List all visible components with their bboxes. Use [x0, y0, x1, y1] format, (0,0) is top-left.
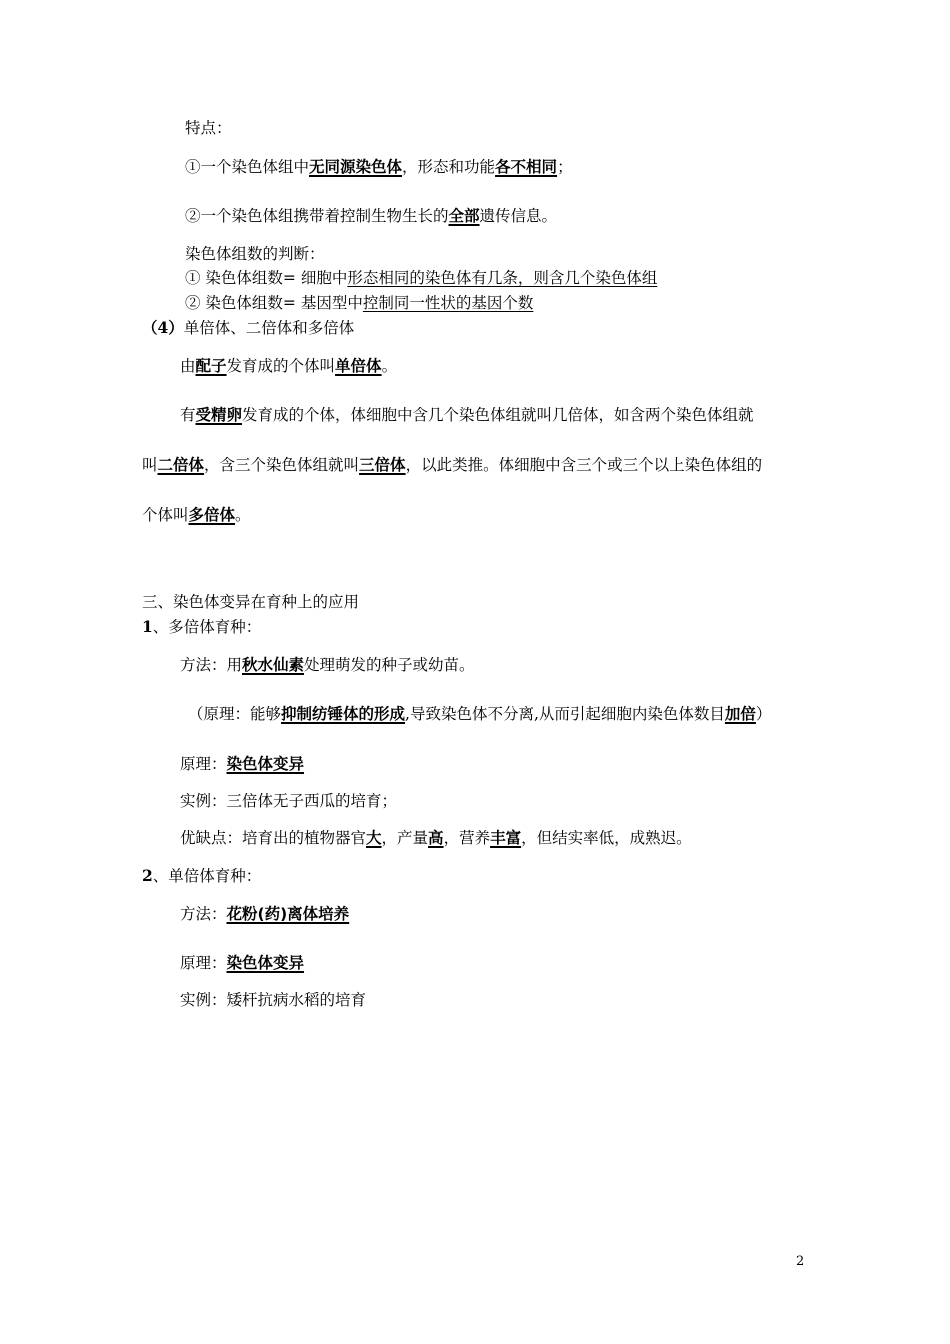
keyword-colchicine: 秋水仙素: [242, 656, 305, 674]
haploid-example: 实例：矮杆抗病水稻的培育: [180, 991, 367, 1009]
keyword-diploid: 二倍体: [157, 456, 205, 474]
ploidy-paragraph-line-1: 有受精卵发育成的个体，体细胞中含几个染色体组就叫几倍体，如含两个染色体组就: [180, 406, 754, 424]
ploidy-paragraph-line-2: 叫二倍体，含三个染色体组就叫三倍体，以此类推。体细胞中含三个或三个以上染色体组的: [142, 456, 763, 474]
judgement-heading: 染色体组数的判断：: [185, 245, 325, 263]
haploid-principle: 原理：染色体变异: [180, 954, 305, 972]
haploid-definition: 由配子发育成的个体叫单倍体。: [180, 357, 398, 375]
polyploid-pros-cons: 优缺点：培育出的植物器官大，产量高，营养丰富，但结实率低，成熟迟。: [180, 829, 692, 847]
polyploid-mechanism: （原理：能够抑制纺锤体的形成,导致染色体不分离,从而引起细胞内染色体数目加倍）: [188, 705, 772, 723]
haploid-method: 方法：花粉(药)离体培养: [180, 905, 350, 923]
keyword-chromosome-variation-2: 染色体变异: [226, 954, 305, 972]
keyword-all-different: 各不相同: [495, 158, 558, 176]
keyword-gamete: 配子: [195, 357, 227, 375]
keyword-inhibit-spindle: 抑制纺锤体的形成: [281, 705, 406, 723]
rule-2-detail: 控制同一性状的基因个数: [362, 294, 534, 312]
rule-1-detail: 形态相同的染色体有几条，则含几个染色体组: [347, 269, 658, 287]
polyploid-principle: 原理：染色体变异: [180, 755, 305, 773]
breeding-section-title: 三、染色体变异在育种上的应用: [142, 593, 360, 611]
ploidy-paragraph-line-3: 个体叫多倍体。: [142, 506, 251, 524]
keyword-large: 大: [366, 829, 382, 847]
features-heading: 特点：: [185, 119, 232, 137]
keyword-polyploid: 多倍体: [188, 506, 236, 524]
keyword-doubling: 加倍: [724, 705, 756, 723]
feature-item-2: ②一个染色体组携带着控制生物生长的全部遗传信息。: [185, 207, 558, 225]
keyword-rich: 丰富: [490, 829, 522, 847]
keyword-anther-culture: 花粉(药)离体培养: [226, 905, 350, 923]
judgement-rule-2: ② 染色体组数= 基因型中控制同一性状的基因个数: [185, 294, 534, 312]
polyploid-breeding-heading: 1、多倍体育种：: [142, 617, 262, 636]
keyword-all: 全部: [448, 207, 480, 225]
keyword-chromosome-variation: 染色体变异: [226, 755, 305, 773]
ploidy-heading: （4）单倍体、二倍体和多倍体: [142, 318, 355, 337]
keyword-no-homologous: 无同源染色体: [309, 158, 403, 176]
haploid-breeding-heading: 2、单倍体育种：: [142, 866, 262, 885]
polyploid-method: 方法：用秋水仙素处理萌发的种子或幼苗。: [180, 656, 475, 674]
page-number: 2: [796, 1254, 805, 1269]
keyword-triploid: 三倍体: [359, 456, 406, 474]
keyword-high: 高: [428, 829, 444, 847]
feature-item-1: ①一个染色体组中无同源染色体，形态和功能各不相同；: [185, 158, 573, 176]
keyword-haploid: 单倍体: [335, 357, 382, 375]
keyword-zygote: 受精卵: [195, 406, 243, 424]
judgement-rule-1: ① 染色体组数= 细胞中形态相同的染色体有几条，则含几个染色体组: [185, 269, 658, 287]
polyploid-example: 实例：三倍体无子西瓜的培育；: [180, 792, 398, 810]
